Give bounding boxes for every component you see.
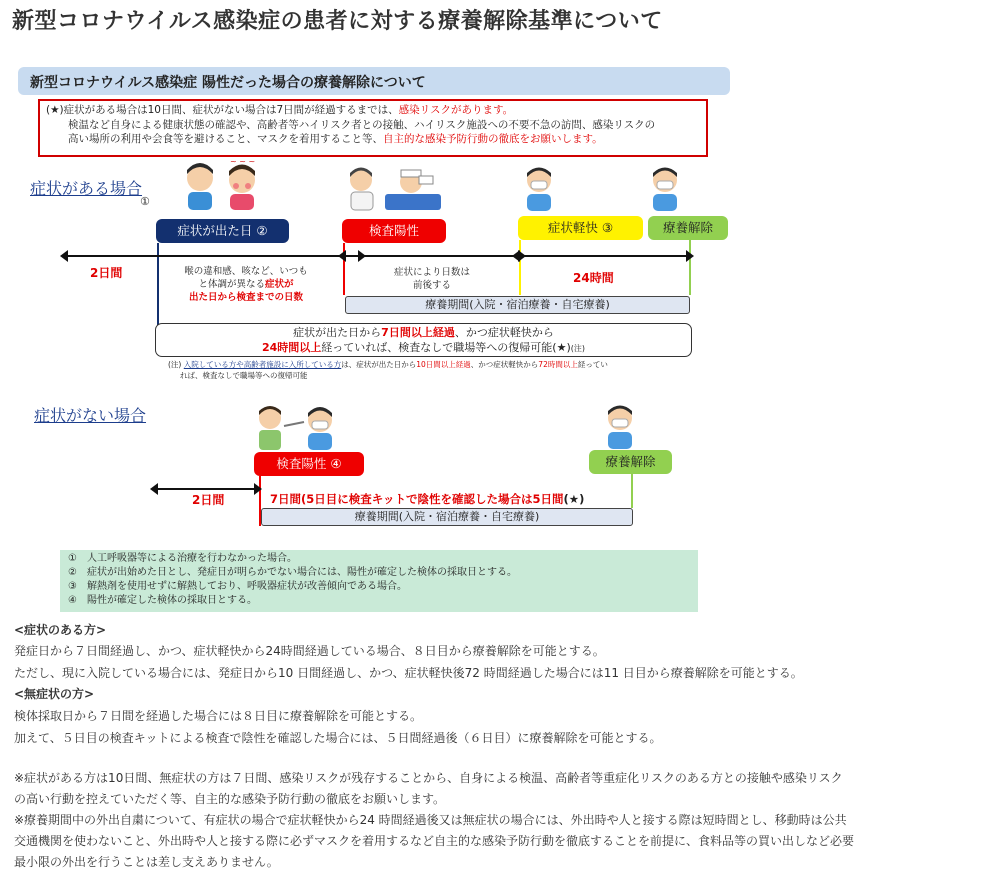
summary-text: 症状が出た日から <box>293 326 382 339</box>
timeline-arrow <box>520 255 686 257</box>
warning-box <box>38 99 708 157</box>
symptomatic-summary-box <box>155 323 692 357</box>
person-icon <box>259 406 281 450</box>
footnote-link[interactable]: 入院している方や高齢者施設に入所している方 <box>183 360 342 369</box>
body-paragraph: 交通機関を使わないこと、外出時や人と接する際に必ずマスクを着用するなど自主的な感染予防行動を徹底することを前提に、食料品等の買い出しなど必要 <box>14 834 855 848</box>
two-days-label: 2日間 <box>90 266 123 280</box>
footnote-text: 経ってい <box>577 360 608 369</box>
masked-person-icon <box>522 162 556 212</box>
summary-line-2 <box>156 340 691 356</box>
onset-desc-line <box>166 278 326 291</box>
testing-illustration <box>345 160 445 212</box>
onset-desc-red: 症状が <box>265 279 294 290</box>
warning-line-3 <box>68 133 603 147</box>
release-marker-line <box>689 240 691 295</box>
body-paragraph: 加えて、５日目の検査キットによる検査で陰性を確認した場合には、５日間経過後（６日目）に療養解除を可能とする。 <box>14 731 662 745</box>
asym-release-pill: 療養解除 <box>589 450 672 474</box>
sick-person-icon <box>229 158 255 210</box>
asym-test-positive-pill: 検査陽性 ④ <box>254 452 364 476</box>
footnote-text: (注) <box>168 360 184 369</box>
swab-icon <box>284 422 304 426</box>
symptomatic-heading[interactable]: 症状がある場合 <box>30 179 143 198</box>
footnote-red: 72時間以上 <box>538 360 578 369</box>
summary-line-1 <box>156 325 691 340</box>
symptomatic-heading-marker: ① <box>140 195 150 208</box>
onset-description <box>166 265 326 304</box>
patient-in-bed-icon <box>385 170 441 210</box>
warning-text: (★)症状がある場合は10日間、症状がない場合は7日間が経過するまでは、 <box>46 104 399 116</box>
timeline-arrow <box>346 255 518 257</box>
treatment-period-bar: 療養期間(入院・宿泊療養・自宅療養) <box>345 296 690 314</box>
footnote-red: 10日間以上経過 <box>416 360 471 369</box>
summary-note: (注) <box>570 344 585 353</box>
asym-seven-days-label <box>270 491 584 507</box>
asym-seven-days-red: 7日間(5日目に検査キットで陰性を確認した場合は5日間 <box>270 492 564 506</box>
conditions-notes-box <box>60 550 698 612</box>
symptomatic-subheading: <症状のある方> <box>14 623 107 637</box>
body-paragraph: ※療養期間中の外出自粛について、有症状の場合で症状軽快から24 時間経過後又は無症状の場合には、外出時や人と接する際は短時間とし、移動時は公共 <box>14 813 847 827</box>
asym-release-marker-line <box>631 474 633 508</box>
note-item: ① 人工呼吸器等による治療を行わなかった場合。 <box>68 553 297 564</box>
section-banner-text: 新型コロナウイルス感染症 陽性だった場合の療養解除について <box>30 75 426 91</box>
body-paragraph: ※症状がある方は10日間、無症状の方は７日間、感染リスクが残存することから、自身による検温、高齢者等重症化リスクのある方との接触や感染リスク <box>14 771 843 785</box>
body-paragraph: 発症日から７日間経過し、かつ、症状軽快から24時間経過している場合、８日目から療養解除を可能とする。 <box>14 644 605 658</box>
onset-desc-text: と体調が異なる <box>198 279 265 290</box>
warning-text: 高い場所の利用や会食等を避けること、マスクを着用すること等、 <box>68 133 383 145</box>
masked-doctor-icon <box>308 407 332 450</box>
note-item: ④ 陽性が確定した検体の採取日とする。 <box>68 595 257 606</box>
onset-desc-line: 喉の違和感、咳など、いつも <box>184 266 308 277</box>
note-item: ② 症状が出始めた日とし、発症日が明らかでない場合には、陽性が確定した検体の採取日とする。 <box>68 567 517 578</box>
masked-person-icon <box>603 400 637 450</box>
warning-red-text: 感染リスクがあります。 <box>398 104 514 116</box>
svg-text:~ ~ ~: ~ ~ ~ <box>230 158 256 166</box>
body-paragraph: の高い行動を控えていただく等、自主的な感染予防行動の徹底をお願いします。 <box>14 792 446 806</box>
warning-red-text: 自主的な感染予防行動の徹底をお願いします。 <box>383 133 603 145</box>
symptomatic-footnote <box>168 359 608 381</box>
improve-marker-line <box>519 240 521 295</box>
summary-red: 7日間以上経過 <box>381 326 455 339</box>
sick-person-icon <box>187 163 213 210</box>
footnote-line-2: れば、検査なしで職場等への復帰可能 <box>180 371 308 380</box>
asym-treatment-period-bar: 療養期間(入院・宿泊療養・自宅療養) <box>261 508 633 526</box>
body-paragraph: 最小限の外出を行うことは差し支えありません。 <box>14 855 279 869</box>
masked-person-icon <box>648 162 682 212</box>
days-vary-note <box>362 266 502 292</box>
footnote-text: は、症状が出た日から <box>341 360 417 369</box>
timeline-arrow <box>158 488 254 490</box>
sick-people-illustration <box>178 158 268 212</box>
days-vary-line: 前後する <box>412 280 451 291</box>
page-title: 新型コロナウイルス感染症の患者に対する療養解除基準について <box>12 9 663 34</box>
warning-line-1 <box>46 104 513 118</box>
timeline-arrow <box>68 255 358 257</box>
asym-two-days-label: 2日間 <box>192 493 225 507</box>
section-banner <box>18 67 730 95</box>
body-paragraph: ただし、現に入院している場合には、発症日から10 日間経過し、かつ、症状軽快後72 時間経過した場合には11 日目から療養解除を可能とする。 <box>14 666 803 680</box>
hours-24-label: 24時間 <box>573 271 614 285</box>
body-paragraph: 検体採取日から７日間を経過した場合には８日目に療養解除を可能とする。 <box>14 709 423 723</box>
footnote-line-1 <box>168 359 608 370</box>
summary-red: 24時間以上 <box>261 341 322 354</box>
note-item: ③ 解熱剤を使用せずに解熱しており、呼吸器症状が改善傾向である場合。 <box>68 581 407 592</box>
release-pill: 療養解除 <box>648 216 728 240</box>
asymptomatic-heading[interactable]: 症状がない場合 <box>34 406 147 425</box>
doctor-icon <box>350 168 373 211</box>
footnote-text: 、かつ症状軽快から <box>470 360 539 369</box>
days-vary-line: 症状により日数は <box>393 267 470 278</box>
warning-line-2: 検温など自身による健康状態の確認や、高齢者等ハイリスク者との接触、ハイリスク施設への不要不急の訪問、感染リスクの <box>68 119 656 131</box>
asym-seven-days-star: (★) <box>563 492 585 506</box>
asymptomatic-subheading: <無症状の方> <box>14 687 95 701</box>
summary-text: 経っていれば、検査なしで職場等への復帰可能(★) <box>321 341 571 354</box>
swab-test-illustration <box>254 400 344 452</box>
onset-desc-line: 出た日から検査までの日数 <box>188 292 303 303</box>
test-positive-pill: 検査陽性 <box>342 219 446 243</box>
summary-text: 、かつ症状軽快から <box>454 326 554 339</box>
symptom-improve-pill: 症状軽快 ③ <box>518 216 643 240</box>
onset-day-pill: 症状が出た日 ② <box>156 219 289 243</box>
